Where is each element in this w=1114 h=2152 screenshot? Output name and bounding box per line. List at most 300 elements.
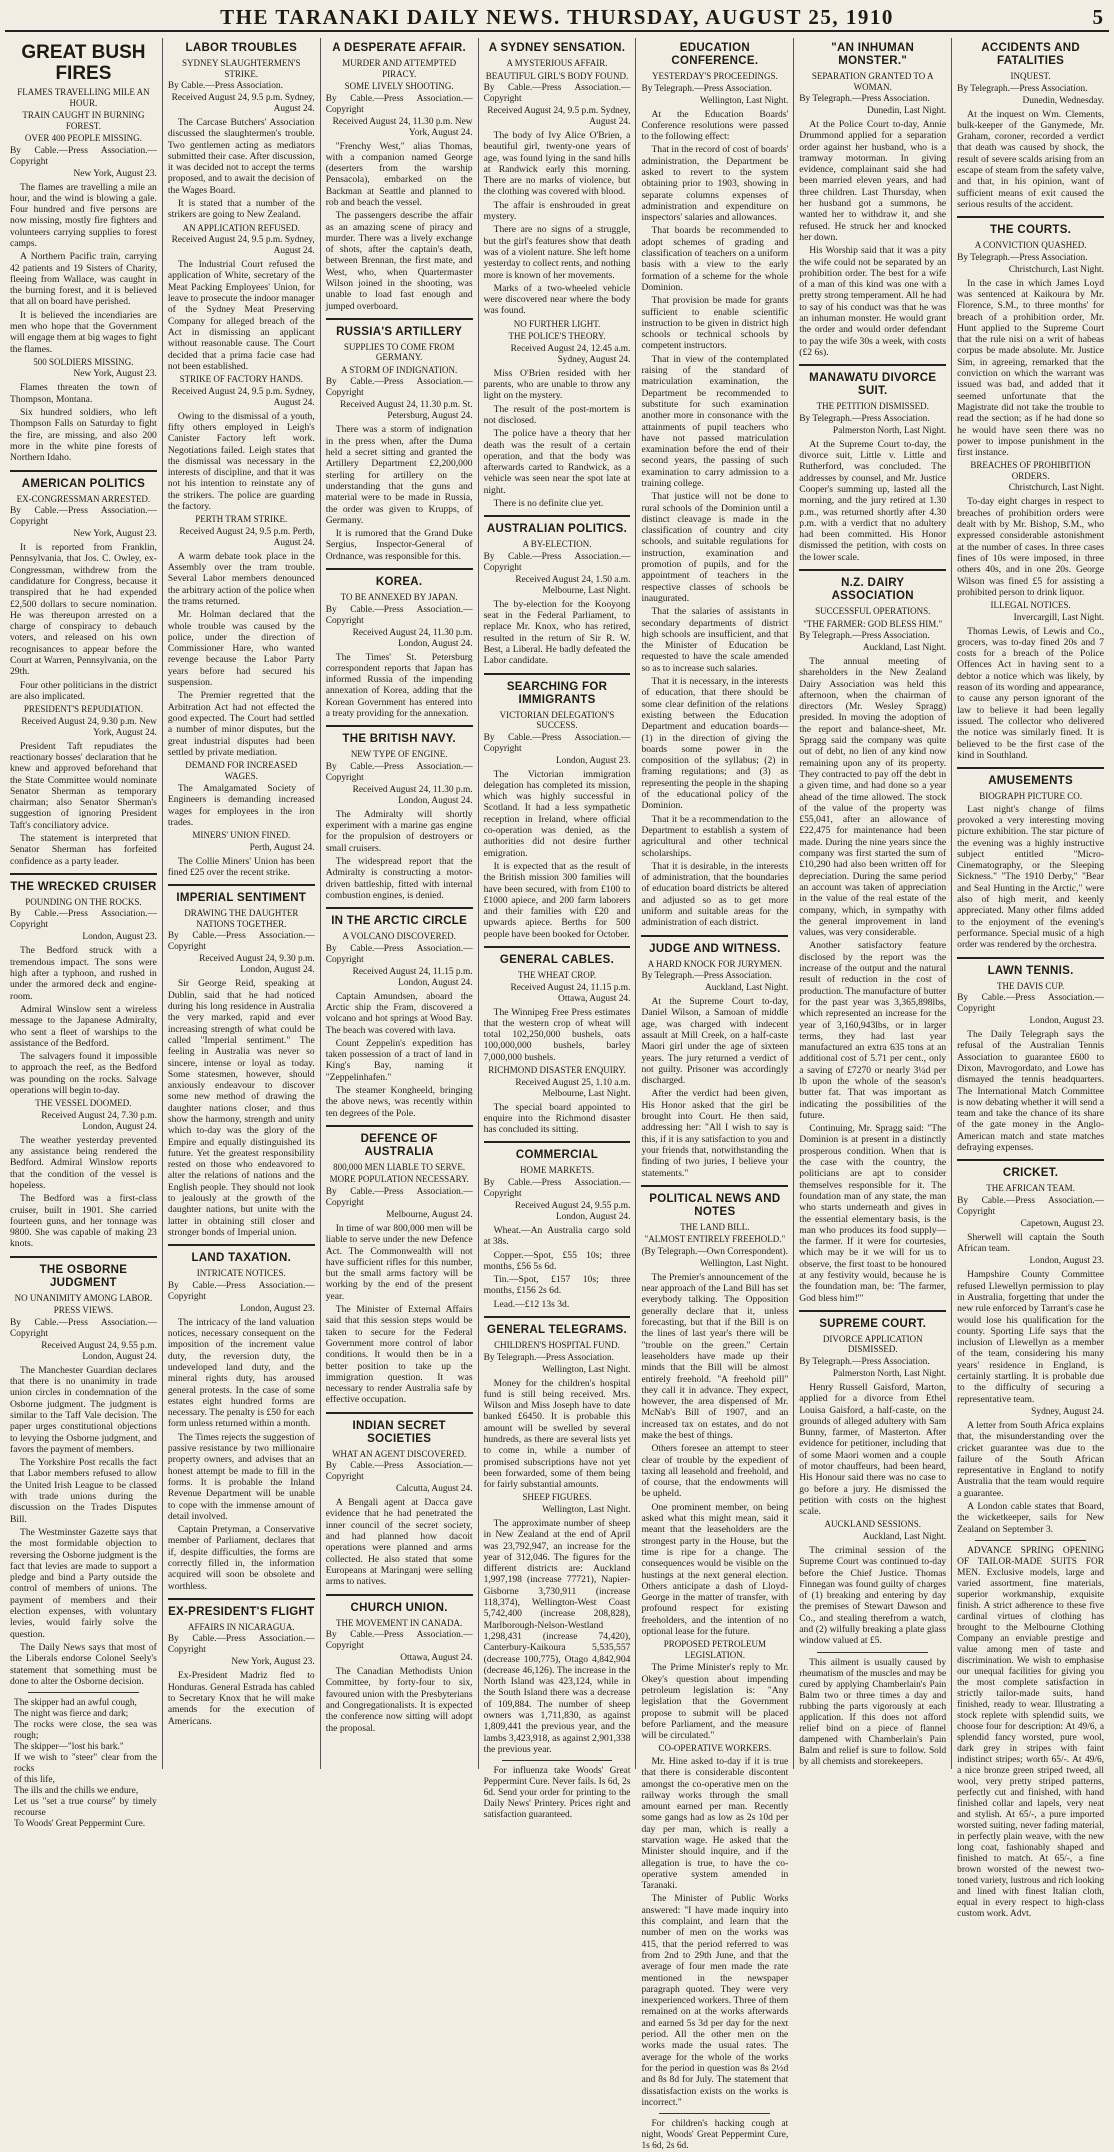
divider	[10, 1256, 157, 1258]
divider	[326, 1594, 473, 1596]
byline: By Cable.—Press Association.—Copyright	[325, 93, 473, 115]
paragraph: The Times rejects the suggestion of passive resistance by two millionaire property owners, and advises that an honest attempt be made to fill in the forms. It is probable the Inland Revenue Department will be unable to cope with the immense amount of detail involved.	[167, 1431, 315, 1522]
paragraph: Henry Russell Gaisford, Marton, applied for a divorce from Ethel Louisa Gaisford, a half-caste, on the grounds of alleged adultery with Sam Bunny, farmer, of Masterton. After evidence for petitioner, including that of some Maori women and a couple of motor chauffeurs, had been heard, His Honour said there was no case to go before a jury. He dismissed the petition with costs on the highest scale.	[799, 1381, 947, 1518]
paragraph: The Collie Miners' Union has been fined £25 over the recent strike.	[167, 855, 315, 879]
dateline: Ottawa, August 24.	[400, 1653, 473, 1664]
paragraph: It is stated that a number of the strikers are going to New Zealand.	[167, 198, 315, 221]
subhead: 800,000 MEN LIABLE TO SERVE.	[333, 1161, 466, 1172]
subhead: INQUEST.	[1010, 71, 1051, 81]
byline: By Telegraph.—Press Association.	[799, 631, 930, 641]
dateline: Received August 24, 11.15 p.m. London, August 24.	[352, 966, 473, 988]
divider	[957, 957, 1104, 959]
dateline: Palmerston North, Last Night.	[832, 425, 947, 436]
subhead: "THE FARMER: GOD BLESS HIM."	[803, 618, 943, 629]
paragraph: Last night's change of films provoked a very interesting moving picture exhibition. The star picture of the evening was a highly instructive subject entitled "Micro-Cinematography, or the Sleeping Sickness." "The 1910 Derby," "Bear and Seal Hunting in the Arctic," were also of high merit, and keenly appreciated. Many other films added to the enjoyment of the evening's performance. Special music of a high order was rendered by the orchestra.	[957, 803, 1105, 951]
divider	[326, 568, 473, 570]
dateline: Received August 24, 1.50 a.m. Melbourne, Last Night.	[515, 574, 631, 596]
subhead: SYDNEY SLAUGHTERMEN'S STRIKE.	[182, 58, 301, 79]
column-2	[163, 38, 321, 1769]
byline: By Telegraph.—Press Association.	[957, 252, 1088, 263]
headline-judge-and-witness: JUDGE AND WITNESS.	[649, 942, 781, 955]
columns	[5, 38, 1109, 2152]
dateline: Auckland, Last Night.	[704, 983, 789, 994]
paragraph: Another satisfactory feature disclosed by the report was the increase of the output and the natural result of reduction in the cost of production. The manufacture of butter for the past year was 3,365,898lbs, which represented an increase for the year of 3,160,943lbs, or in larger terms, they had last year manufactured an extra 635 tons at an additional cost of 5.71 per cent., only a saving of £7270 or nearly 3¼d per lb upon the whole of the season's butter fat. That was important as indicating the possibilities of the future.	[799, 940, 947, 1121]
dateline: London, August 23.	[555, 755, 631, 766]
divider	[484, 673, 631, 675]
byline: By Telegraph.—Press Association.	[799, 1356, 930, 1367]
byline: By Telegraph.—Press Association.	[957, 83, 1088, 94]
subhead: BEAUTIFUL GIRL'S BODY FOUND.	[485, 70, 629, 81]
headline-commercial: COMMERCIAL	[515, 1149, 599, 1162]
headline-church-union: CHURCH UNION.	[350, 1601, 448, 1614]
byline: By Cable.—Press Association.—Copyright	[167, 1634, 315, 1656]
headline-searching-for-immigrants: SEARCHING FOR IMMIGRANTS	[506, 680, 608, 706]
verse-line: If we wish to "steer" clear from the rocks	[14, 1753, 157, 1775]
dateline: Received August 24, 9.55 p.m. London, August 24.	[41, 1340, 157, 1362]
byline: By Cable.—Press Association.—Copyright	[167, 1280, 315, 1302]
byline: By Cable.—Press Association.—Copyright	[483, 732, 631, 754]
paragraph: It is believed the incendiaries are men who hope that the Government will engage them at big wages to fight the flames.	[10, 309, 157, 355]
divider	[326, 725, 473, 727]
paragraph: It is rumored that the Grand Duke Sergius, Inspector-General of Ordnance, was responsible for this.	[325, 528, 473, 562]
paragraph: A Bengali agent at Dacca gave evidence that he had penetrated the inner council of the secret society, and had planned how dacoit operations were planned and arms collected. He also stated that some Europeans at Maringanj were selling arms to natives.	[325, 1497, 473, 1588]
divider	[326, 907, 473, 909]
dateline: New York, August 23.	[73, 529, 157, 540]
paragraph: The Amalgamated Society of Engineers is demanding increased wages for employees in the iron trades.	[167, 783, 315, 829]
byline: By Cable.—Press Association.—Copyright	[10, 145, 157, 167]
paragraph: The statement is interpreted that Senator Sherman has forfeited confidence as a party leader.	[10, 833, 157, 867]
headline-russias-artillery: RUSSIA'S ARTILLERY	[336, 325, 463, 338]
subhead: CO-OPERATIVE WORKERS.	[658, 1743, 772, 1754]
paragraph: The Yorkshire Post recalls the fact that Labor members refused to allow the United Irish League to be classed with trade unions during the discussion on the Trades Disputes Bill.	[10, 1457, 157, 1525]
paragraph: Sherwell will captain the South African team.	[957, 1231, 1105, 1255]
headline-imperial-sentiment: IMPERIAL SENTIMENT	[176, 892, 307, 905]
subhead: NEW TYPE OF ENGINE.	[350, 749, 448, 760]
paragraph: The result of the post-mortem is not disclosed.	[483, 403, 631, 426]
subhead: "ALMOST ENTIRELY FREEHOLD."	[644, 1234, 786, 1245]
byline: By Cable.—Press Association.—Copyright	[325, 377, 473, 399]
paragraph: The Minister of External Affairs said that this session steps would be taken to secure for the Federal Government more control of labor conditions. It would then be in a better position to take up the immigration question. It was necessary to render Australia safe by effective occupation.	[325, 1304, 473, 1406]
headline-desperate-affair: A DESPERATE AFFAIR.	[332, 42, 466, 54]
paragraph: The affair is enshrouded in great mystery.	[483, 199, 631, 223]
paragraph: Six hundred soldiers, who left Thompson Falls on Saturday to fight the fire, are missing, and also 200 more in the white pine forests of Northern Idaho.	[10, 407, 157, 464]
subhead: BIOGRAPH PICTURE CO.	[979, 791, 1082, 802]
byline: By Cable.—Press Association.—Copyright	[10, 506, 157, 528]
paragraph: The Westminster Gazette says that the most formidable objection to reversing the Osborne judgment is the fact that levies are made to support a pledge and bind a Party outside the control of members of unions. The payment of members and their election expenses, with voluntary levies, would fairly solve the question.	[10, 1526, 157, 1640]
headline-ex-presidents-flight: EX-PRESIDENT'S FLIGHT	[168, 1605, 315, 1618]
advertisement: ADVANCE SPRING OPENING OF TAILOR-MADE SUITS FOR MEN. Exclusive models, large and varied assortment, fine materials, superior workmanship, exquisite finish. A strict adherence to these five cardinal virtues of clothing has brought to the Melbourne Clothing Company an enviable prestige and value among men of taste and discrimination. We wish to emphasise our unequal facilities for giving you the most complete satisfaction in strictly tailor-made suits, hand finished, ready to wear. Illustrating a stock replete with splendid suits, we choose four for description: At 49/6, a splendid fancy worsted, pure wool, dark grey in stripes with faint indistinct stripes; worth 65/-. At 49/6, a nice bronze green striped tweed, all wool, very pretty striped patterns, perfectly cut and finished, with hand finished collar and lapels, very neat and stylish. At 65/-, a pure imported worsted suiting, never fading material, in perfectly plain weave, with the new long coat, fashionably shaped and finished to match. At 65/-, a fine brown worsted of the newest two-toned variety, lustrous and rich looking and lined with finest Italian cloth, equal in every respect to high-class custom work. Advt.	[957, 1545, 1105, 1919]
paragraph: Captain Pretyman, a Conservative member of Parliament, declares that if, despite difficulties, the forms are correctly filled in, the information acquired will soon be obsolete and worthless.	[167, 1524, 315, 1592]
headline-indian-secret-societies: INDIAN SECRET SOCIETIES	[352, 1419, 446, 1445]
paragraph: After the verdict had been given, His Honor asked that the girl be brought into Court. He then said, addressing her: "All I wish to say is this, if it is any satisfaction to you and your friends that, notwithstanding the finding of two juries, I believe your statements."	[641, 1088, 789, 1179]
paragraph: It is expected that as the result of the British mission 300 families will have been secured, with from £100 to £1000 apiece, and 200 farm laborers and their families with £20 and upwards apiece. Berths for 500 people have been booked for October.	[483, 860, 631, 940]
divider	[326, 1125, 473, 1127]
subhead: THE POLICE'S THEORY.	[508, 331, 606, 342]
paragraph: Sir George Reid, speaking at Dublin, said that he had noticed during his long residence in Australia the very marked, rapid and ever increasing strength of what could be called "Imperial sentiment." The feeling in Australia was never so sincere, intense or loyal as today. Some statesmen, however, should anxiously endeavour to discover some new method of drawing the daughter nations closer, and thus show the harmony, strength and unity which to-day was the glory of the Empire and equally distinguished its future. Yet the greatest responsibility rested on those who endeavored to alter the relations of nations and the English people. They should not look to jealously at the growth of the daughter nations, but unite with the latter in obtaining still closer and stronger bonds of Imperial union.	[167, 978, 315, 1238]
divider	[641, 935, 788, 937]
byline: By Cable.—Press Association.—Copyright	[325, 1630, 473, 1652]
subhead: A BY-ELECTION.	[522, 539, 592, 550]
divider	[484, 1316, 631, 1318]
subhead: INTRICATE NOTICES.	[196, 1268, 286, 1279]
dateline: Wellington, Last Night.	[700, 1258, 789, 1269]
dateline: Received August 24, 9.30 p.m. New York, August 24.	[21, 716, 157, 738]
paragraph: The widespread report that the Admiralty is constructing a motor-driven battleship, fitted with internal combustion engines, is denied.	[325, 855, 473, 901]
dateline: Christchurch, Last Night.	[1008, 483, 1105, 494]
dateline: London, August 23.	[1029, 1016, 1105, 1027]
verse-line: of this life,	[14, 1775, 55, 1786]
subhead: CHILDREN'S HOSPITAL FUND.	[494, 1340, 620, 1350]
verse-line: The skipper—"lost his bark."	[14, 1742, 124, 1753]
dateline: Sydney, August 24.	[1031, 1406, 1105, 1417]
dateline: London, August 23.	[240, 1303, 315, 1314]
subhead: THE AFRICAN TEAM.	[986, 1183, 1075, 1194]
subhead: RICHMOND DISASTER ENQUIRY.	[488, 1065, 626, 1076]
paragraph: Tin.—Spot, £157 10s; three months, £156 2s 6d.	[483, 1274, 631, 1297]
paragraph: That justice will not be done to rural schools of the Dominion until a distinct cleavage is made in the classification of country and city schools, and suitable regulations for instruction, examination and promotion of pupils, and for the appointment of teachers in the respective classes of schools be inaugurated.	[641, 491, 789, 604]
paragraph: Admiral Winslow sent a wireless message to the Japanese Admiralty, who sent a fleet of warships to the assistance of the Bedford.	[10, 1003, 157, 1049]
dateline: Received August 25, 1.10 a.m. Melbourne, Last Night.	[515, 1077, 631, 1099]
headline-defence-of-australia: DEFENCE OF AUSTRALIA	[360, 1132, 438, 1158]
dateline: Wellington, Last Night.	[700, 95, 789, 106]
subhead: EX-CONGRESSMAN ARRESTED.	[16, 493, 151, 504]
headline-political-news: POLITICAL NEWS AND NOTES	[649, 1192, 781, 1218]
byline: By Telegraph.—Press Association.	[799, 413, 930, 424]
subhead: PRESS VIEWS.	[53, 1305, 114, 1316]
subhead: STRIKE OF FACTORY HANDS.	[179, 374, 303, 385]
paragraph: The Admiralty will shortly experiment with a marine gas engine for the propulsion of destroyers or small cruisers.	[325, 808, 473, 854]
paragraph: Miss O'Brien resided with her parents, who are unable to throw any light on the mystery.	[483, 367, 631, 402]
column-3	[321, 38, 479, 1769]
subhead: SOME LIVELY SHOOTING.	[344, 81, 454, 91]
headline-british-navy: THE BRITISH NAVY.	[342, 733, 456, 746]
subhead: A HARD KNOCK FOR JURYMEN.	[647, 958, 782, 969]
headline-accidents-and-fatalities: ACCIDENTS AND FATALITIES	[981, 42, 1080, 67]
dateline: Melbourne, August 24.	[386, 1209, 473, 1220]
subhead: FLAMES TRAVELLING MILE AN HOUR.	[17, 87, 150, 108]
dateline: Received August 24, 9.5 p.m. Sydney, August 24.	[171, 386, 315, 408]
byline: By Cable.—Press Association.—Copyright	[10, 909, 157, 931]
subhead: THE VESSEL DOOMED.	[35, 1098, 132, 1109]
byline: By Cable.—Press Association.—Copyright	[483, 83, 631, 104]
divider	[957, 767, 1104, 769]
paragraph: The Times' St. Petersburg correspondent reports that Japan has informed Russia of the impending annexation of Korea, adding that the Korean Government has entered into a treaty providing for the annexation.	[325, 651, 473, 719]
paragraph: Marks of a two-wheeled vehicle were discovered near where the body was found.	[483, 282, 631, 317]
subhead: A CONVICTION QUASHED.	[974, 240, 1087, 251]
subhead: PROPOSED PETROLEUM LEGISLATION.	[663, 1639, 766, 1660]
paragraph: The Daily News says that most of the Liberals endorse Colonel Seely's statement that something must be done to alter the Osborne decision.	[10, 1641, 157, 1687]
dateline: Received August 24, 11.15 p.m. Ottawa, August 24.	[510, 982, 631, 1004]
subhead: OVER 400 PEOPLE MISSING.	[24, 133, 142, 143]
page-number: 5	[1092, 4, 1103, 29]
paragraph: Thomas Lewis, of Lewis and Co., grocers, was to-day fined 20s and 7 costs for a breach of the Police Offences Act in having sent to a debtor a notice which was likely, by reason of its wording and appearance, to cause any person ignorant of the law to believe it had been legally issued. The collector who delivered the notice was similarly fined. It is believed to be the first case of the kind in Southland.	[957, 625, 1105, 761]
divider	[10, 873, 157, 875]
subhead: PRESIDENT'S REPUDIATION.	[23, 704, 143, 715]
dateline: Received August 24, 9.5 p.m. Sydney, August 24.	[487, 106, 631, 127]
byline: By Cable.—Press Association.—Copyright	[483, 551, 631, 573]
paragraph: The approximate number of sheep in New Zealand at the end of April was 23,792,947, an increase for the year of 312,046. The figures for the different districts are: Auckland 1,997,198 (increase 77721), Napier-Gisborne 3,730,911 (increase 118,374), Wellington-West Coast 5,742,400 (increase 208,828), Marlborough-Nelson-Westland 1,298,431 (increase 74,420), Canterbury-Kaikoura 5,535,557 (decrease 100,775), Otago 4,842,904 (decrease 46,126). The increase in the North Island was 423,124, while in the South Island there was a decrease of 109,884. The number of sheep owners was 1,711,830, as against 1,809,441 the previous year, and the lambs 3,423,918, as against 2,901,338 the previous year.	[483, 1517, 631, 1755]
divider	[168, 1244, 315, 1246]
paragraph: That it be a recommendation to the Department to establish a system of agricultural and other technical scholarships.	[641, 813, 789, 859]
advertisement: For influenza take Woods' Great Peppermint Cure. Never fails. Is 6d, 2s 6d. Send your order for printing to the Daily News' Printery. Prices right and satisfaction guaranteed.	[483, 1766, 631, 1821]
dateline: Wellington, Last Night.	[542, 1504, 631, 1515]
byline: By Cable.—Press Association.—Copyright	[325, 761, 473, 783]
subhead: TO BE ANNEXED BY JAPAN.	[340, 592, 458, 603]
headline-labor-troubles: LABOR TROUBLES	[185, 42, 298, 54]
advert-verse	[10, 1698, 157, 1830]
headline-the-courts: THE COURTS.	[989, 224, 1072, 237]
divider	[326, 318, 473, 320]
paragraph: The police have a theory that her death was the result of a certain operation, and that the body was afterwards carted to Randwick, as a vehicle was seen near the spot late at night.	[483, 428, 631, 496]
headline-amusements: AMUSEMENTS	[988, 775, 1073, 788]
paragraph: Money for the children's hospital fund is still being received. Mrs. Wilson and Miss Joseph have to date banked £6450. It is probable this amount will be swelled by several hundreds, as there are several lists yet to come in, while a number of promised subscriptions have not yet been forwarded, some of them being for fairly substantial amounts.	[483, 1377, 631, 1491]
divider	[168, 884, 315, 886]
paragraph: That boards be recommended to adopt schemes of grading and classification of teachers on a uniform basis with a view to the early formation of a scheme for the whole Dominion.	[641, 225, 789, 293]
divider	[502, 1760, 613, 1761]
dateline: Received August 24, 9.5 p.m. Sydney, August 24.	[171, 235, 315, 257]
paragraph: The Bedford was a first-class cruiser, built in 1901. She carried fourteen guns, and her tonnage was 9800. She was capable of making 23 knots.	[10, 1193, 157, 1250]
paragraph: The Daily Telegraph says the refusal of the Australian Tennis Association to guarantee £600 to Dixon, Mavrogordato, and Lowe has dismayed the tennis headquarters. The International Match Committee is now debating whether it will send a team and take the chance of its share of the gate money in the Anglo-American match and state matches defraying expenses.	[957, 1029, 1105, 1153]
column-4	[479, 38, 637, 1821]
byline: By Cable.—Press Association.—Copyright	[167, 931, 315, 953]
divider	[484, 946, 631, 948]
paragraph: Copper.—Spot, £55 10s; three months, £56 5s 6d.	[483, 1249, 631, 1272]
byline: By Telegraph.—Press Association.	[641, 971, 772, 982]
paragraph: President Taft repudiates the reactionary bosses' declaration that he knew and approved beforehand that the State Committee would nominate Senator Sherman as temporary chairman; also Senator Sherman's suggestion of ignoring President Taft's conciliatory advice.	[10, 740, 157, 831]
paragraph: At the Police Court to-day, Annie Drummond applied for a separation order against her husband, who is a tramway motorman. In giving evidence, complainant said she had been married eleven years, and had three children. Last Thursday, when her husband got a summons, he wanted her to withdraw it, and she refused. He struck her and knocked her down.	[799, 119, 947, 243]
dateline: Received August 24, 9.55 p.m. London, August 24.	[514, 1200, 631, 1222]
headline-wrecked-cruiser: THE WRECKED CRUISER	[10, 880, 157, 893]
dateline: Dunedin, Last Night.	[866, 106, 947, 116]
subhead: SUPPLIES TO COME FROM GERMANY.	[343, 341, 455, 363]
subhead: AFFAIRS IN NICARAGUA.	[187, 1621, 295, 1632]
divider	[641, 1185, 788, 1187]
paragraph: The Premier regretted that the Arbitration Act had not effected the good expected. The Court had settled a number of minor disputes, but the great industrial disputes had been settled by private mediation.	[167, 690, 315, 758]
headline-manawatu-divorce: MANAWATU DIVORCE SUIT.	[809, 372, 937, 398]
subhead: VICTORIAN DELEGATION'S SUCCESS.	[499, 709, 615, 731]
verse-line: The night was fierce and dark;	[14, 1709, 129, 1720]
headline-arctic-circle: IN THE ARCTIC CIRCLE	[331, 915, 468, 928]
subhead: THE LAND BILL.	[680, 1221, 750, 1232]
byline: By Cable.—Press Association.—Copyright	[483, 1177, 631, 1199]
column-5	[636, 38, 794, 2152]
headline-sydney-sensation: A SYDNEY SENSATION.	[488, 42, 626, 54]
dateline: Received August 24, 9.5 p.m. Sydney, August 24.	[171, 93, 315, 114]
paragraph: To-day eight charges in respect to breaches of prohibition orders were dealt with by Mr. Bishop, S.M., who expressed considerable astonishment at the number of cases. In three cases fines of 10s were imposed, in three others 40s, and in one 20s. George Wilson was fined £5 for assisting a prohibited person to drink liquor.	[957, 496, 1105, 598]
dateline: Received August 24, 11.30 p.m. London, August 24.	[352, 784, 473, 806]
paragraph: There is no definite clue yet.	[493, 498, 604, 510]
divider	[799, 1310, 946, 1312]
subhead: DIVORCE APPLICATION DISMISSED.	[822, 1333, 923, 1355]
paragraph: Continuing, Mr. Spragg said: "The Dominion is at present in a distinctly prosperous condition. When that is the case with the country, the politicians are apt to consider themselves responsible for it. The foundation man of any state, the man who starts underneath and gives in the essential elementary basis, is the man who produces its food supply—the farmer. If it were for courtesies, which may be it we will for us to observe, the first toast to be honoured at any festivity would, because he is the foundation man, be: 'The farmer, God bless him!'"	[799, 1123, 947, 1304]
dateline: Capetown, August 23.	[1020, 1218, 1105, 1229]
dateline: Perth, August 24.	[249, 842, 315, 853]
divider	[957, 1159, 1104, 1161]
paragraph: The annual meeting of shareholders in the New Zealand Dairy Association was held this afternoon, when the chairman of directors (Mr. Wesley Spragg) presided. In moving the adoption of the report and balance-sheet, Mr. Spragg said the company was quite out of debt, no lien of any kind now remaining upon any of its property. They contracted to pay off the debt in a given time, and had done so a year ahead of the time allowed. The stock of the value of the property was £55,041, after an allowance of £22,475 for maintenance had been made. During the nine years since the company was first started the sum of £10,290 had also been written off for depreciation. During the same period an account was taken of appreciation in the value of the real estate of the company, which, in sympathy with the general improvement in land values, was very considerable.	[799, 656, 947, 939]
subhead: MINERS' UNION FINED.	[192, 830, 291, 841]
paragraph: In time of war 800,000 men will be liable to serve under the new Defence Act. The Commonwealth will not have sufficient rifles for this number, but the small arms factory will be working by the end of the present year.	[325, 1222, 473, 1302]
masthead	[5, 4, 1109, 32]
dateline: Calcutta, August 24.	[396, 1484, 473, 1495]
headline-cricket: CRICKET.	[1002, 1167, 1059, 1180]
verse-line: The ills and the chills we endure,	[14, 1786, 139, 1797]
headline-lawn-tennis: LAWN TENNIS.	[987, 964, 1074, 977]
paragraph: Hampshire County Committee refused Llewellyn permission to play in Australia, forgetting that under the new rule enforced by Tarrant's case he would lose his qualification for the county. Sporting Life says that the inclusion of Llewellyn as a member of the team, considering his many years' residence in England, is certainly startling. It is probable due to the difficulty of securing a representative team.	[957, 1269, 1105, 1405]
paragraph: At the inquest on Wm. Clements, bulk-keeper of the Ganymede, Mr. Graham, coroner, recorded a verdict that death was caused by shock, the result of severe scalds arising from an escape of steam from the safety valve, and that, in his opinion, want of sufficient means of exit caused the serious results of the accident.	[957, 108, 1105, 210]
paragraph: Mr. Holman declared that the whole trouble was caused by the police, under the direction of Commissioner Hare, who wanted revenge because the Labor Party years before had secured his suspension.	[167, 609, 315, 689]
divider	[659, 2113, 770, 2114]
newspaper-page	[5, 4, 1109, 2152]
divider	[484, 515, 631, 517]
dateline: New York, August 23.	[73, 168, 157, 179]
divider	[168, 1598, 315, 1600]
headline-australian-politics: AUSTRALIAN POLITICS.	[486, 523, 628, 536]
headline-korea: KOREA.	[375, 576, 423, 589]
subhead: POUNDING ON THE ROCKS.	[25, 896, 142, 907]
paragraph: Ex-President Madriz fled to Honduras. General Estrada has cabled to Secretary Knox that he will make amends for the execution of Americans.	[167, 1670, 315, 1727]
subhead: NO FURTHER LIGHT.	[513, 318, 601, 329]
subhead: SHEEP FIGURES.	[522, 1492, 592, 1503]
divider	[957, 216, 1104, 218]
paragraph: At the Supreme Court to-day, Daniel Wilson, a Samoan of middle age, was charged with indecent assault at Mill Creek, on a half-caste Maori girl under the age of sixteen years. The jury returned a verdict of not guilty. Prisoner was accordingly discharged.	[641, 996, 789, 1087]
subhead: MURDER AND ATTEMPTED PIRACY.	[342, 58, 457, 79]
advertisement: For children's hacking cough at night, Woods' Great Peppermint Cure, 1s 6d, 2s 6d.	[641, 2119, 789, 2152]
paragraph: That provision be made for grants sufficient to enable scientific instruction to be given in district high schools or technical schools by competent instructors.	[641, 295, 789, 352]
paragraph: The passengers describe the affair as an amazing scene of piracy and murder. There was a lively exchange of shots, after the captain's death, between Brennan, the first mate, and West, who, when Quartermaster Wilson joined in the shooting, was unable to load fast enough and jumped overboard.	[325, 210, 473, 312]
byline: By Telegraph.—Press Association.	[641, 83, 772, 94]
paragraph: The criminal session of the Supreme Court was continued to-day before the Chief Justice. Thomas Finnegan was found guilty of charges of (1) breaking and entering by day the premises of Stewart Dawson and Co., and stealing therefrom a watch, and (2) wilfully breaking a plate glass window valued at £5.	[799, 1544, 947, 1647]
dateline: Dunedin, Wednesday.	[1022, 95, 1105, 106]
headline-general-telegrams: GENERAL TELEGRAMS.	[487, 1324, 628, 1336]
paragraph: The Industrial Court refused the application of White, secretary of the Meat Packing Employees' Union, for leave to prosecute the indoor manager of the Sydney Meat Preserving Company for alleged breach of the Act in dismissing an applicant without reasonable cause. The Court decided that a prima facie case had not been established.	[167, 259, 315, 372]
subhead: THE WHEAT CROP.	[518, 970, 596, 981]
paragraph: That in view of the contemplated raising of the standard of matriculation examination, the Department be recommended to substitute for such examination another more in consonance with the attainments of pupil teachers who have not passed matriculation examination before the end of their second years, the passing of such examination to carry admission to a training college.	[641, 353, 789, 489]
dateline: Auckland, Last Night.	[862, 1531, 947, 1542]
subhead: WHAT AN AGENT DISCOVERED.	[332, 1448, 467, 1459]
subhead: THE DAVIS CUP.	[997, 980, 1065, 991]
subhead: BREACHES OF PROHIBITION ORDERS.	[970, 460, 1091, 481]
subhead: MORE POPULATION NECESSARY.	[329, 1174, 469, 1185]
subhead: SEPARATION GRANTED TO A WOMAN.	[811, 71, 934, 92]
paragraph: The Manchester Guardian declares that there is no unanimity in trade union circles in condemnation of the Osborne judgment. The judgment is similar to the Taff Vale decision. The paper urges constitutional objections to levying the Osborne judgment, and favors the payment of members.	[10, 1364, 157, 1455]
subhead: THE MOVEMENT IN CANADA.	[335, 1617, 463, 1628]
paragraph: The flames are travelling a mile an hour, and the wind is blowing a gale. Four hundred and five persons are now missing, mostly fire fighters and volunteers carrying supplies to forest camps.	[10, 181, 157, 249]
subhead: A VOLCANO DISCOVERED.	[342, 931, 456, 942]
dateline: London, August 23.	[82, 932, 157, 943]
divider	[326, 1412, 473, 1414]
paragraph: Mr. Hine asked to-day if it is true that there is considerable discontent amongst the co-operative men on the railway works through the small amount earned per man. Recently some gangs had as low as 2s 10d per day per man, which is really a starvation wage. He asked that the Minister should inquire, and if the allegation is true, to have the co-operative system amended in Taranaki.	[641, 1755, 789, 1892]
subhead: PERTH TRAM STRIKE.	[195, 514, 288, 525]
subhead: A MYSTERIOUS AFFAIR.	[506, 58, 608, 68]
paragraph: That it is necessary, in the interests of education, that there should be some clear definition of the relations existing between the Education Department and education boards—(1) in the direction of giving the boards some power in the composition of the syllabus; (2) in framing regulations; and (3) as representing the people in the shaping of the educational policy of the Dominion.	[641, 676, 789, 812]
subhead: SUCCESSFUL OPERATIONS.	[815, 606, 931, 616]
subhead: A STORM OF INDIGNATION.	[340, 364, 458, 375]
paragraph: The Winnipeg Free Press estimates that the western crop of wheat will total 102,250,000 bushels, oats 100,000,000 bushels, barley 7,000,000 bushels.	[483, 1006, 631, 1063]
byline: By Cable.—Press Association.—Copyright	[325, 943, 473, 965]
newspaper-title: THE TARANAKI DAILY NEWS. THURSDAY, AUGUST 25, 1910	[220, 4, 894, 29]
paragraph: Others foresee an attempt to steer clear of trouble by the expedient of taxing all leasehold and freehold, and of course, that the endowments will be upheld.	[641, 1443, 789, 1500]
subhead: TRAIN CAUGHT IN BURNING FOREST.	[22, 110, 145, 131]
paragraph: Owing to the dismissal of a youth, fifty others employed in Leigh's Canister Factory left work. Negotiations failed. Leigh states that the dismissal was necessary in the interests of discipline, and that it was not his intention to reinstate any of the strikers. The police are guarding the factory.	[167, 410, 315, 513]
byline: By Cable.—Press Association.—Copyright	[325, 1186, 473, 1208]
paragraph: One prominent member, on being asked what this might mean, said it meant that the leaseholders are the strongest party in the House, but the time is ripe for a change. The consequences would be visible on the hustings at the next general election. Others anticipate a dash of Lloyd-George in the matter of transfer, with profound respect for existing freeholders, and the intention of no optional lease for the future.	[641, 1501, 789, 1638]
paragraph: The weather yesterday prevented any assistance being rendered the Bedford. Admiral Winslow reports that the condition of the vessel is hopeless.	[10, 1134, 157, 1191]
paragraph: The salvagers found it impossible to approach the reef, as the Bedford was pounding on the rocks. Salvage operations will begin to-day.	[10, 1051, 157, 1097]
advertisement: This ailment is usually caused by rheumatism of the muscles and may be cured by applying Chamberlain's Pain Balm two or three times a day and rubbing the parts vigorously at each application. If this does not afford relief bind on a piece of flannel dampened with Chamberlain's Pain Balm and relief is sure to follow. Sold by all chemists and storekeepers.	[799, 1657, 947, 1767]
column-6	[794, 38, 952, 1769]
dateline: Received August 24, 11.30 p.m. St. Petersburg, August 24.	[340, 400, 473, 422]
paragraph: Wheat.—An Australia cargo sold at 38s.	[483, 1224, 631, 1248]
verse-line: Let us "set a true course" by timely recourse	[14, 1797, 157, 1819]
dateline: Received August 24, 9.30 p.m. London, August 24.	[199, 954, 315, 976]
subhead: 500 SOLDIERS MISSING.	[33, 356, 134, 367]
dateline: Palmerston North, Last Night.	[832, 1368, 947, 1379]
dateline: Christchurch, Last Night.	[1008, 264, 1105, 275]
paragraph: It is reported from Franklin, Pennsylvania, that Jos. C. Owley, ex-Congressman, withdrew from the candidature for Congress, because it transpired that he had expended £2,500 dollars to secure nomination. He was thereupon arrested on a charge of conspiracy to debauch voters, and released on his own recognisances to appear before the Court at Warren, Pennsylvania, on the 29th.	[10, 542, 157, 678]
subhead: YESTERDAY'S PROCEEDINGS.	[651, 71, 778, 81]
subhead: THE PETITION DISMISSED.	[816, 401, 929, 412]
paragraph: The steamer Kongheeld, bringing the above news, was recently within ten degrees of the Pole.	[325, 1085, 473, 1119]
headline-education-conference: EDUCATION CONFERENCE.	[671, 42, 759, 67]
paragraph: At the Education Boards' Conference resolutions were passed to the following effect:	[641, 108, 789, 143]
dateline: Received August 24, 7.30 p.m. London, August 24.	[41, 1110, 157, 1132]
dateline: New York, August 23.	[231, 1657, 315, 1668]
subhead: AUCKLAND SESSIONS.	[824, 1519, 921, 1530]
verse-line: The rocks were close, the sea was rough;	[14, 1720, 157, 1742]
paragraph: The Premier's announcement of the near approach of the Land Bill has set everybody talking. The Opposition generally declare that it, unless forecasting, but that if the Bill is on the lines of last year's there will be "trouble on the green." Certain leaseholders have made up their minds that the Bill will be almost entirely freehold. "A freehold pill" they call it in advance. They expect, however, the area dispensed of Mr. McNab's Bill of 1907, and an increased tax on estates, and do not make the best of things.	[641, 1271, 789, 1441]
verse-line: To Woods' Great Peppermint Cure.	[14, 1819, 146, 1830]
byline: By Telegraph.—Press Association.	[799, 94, 930, 104]
paragraph: Four other politicians in the district are also implicated.	[10, 679, 157, 702]
paragraph: The Minister of Public Works answered: "I have made inquiry into this complaint, and learn that the number of men on the works was 415, that the period referred to was from 2nd to 29th June, and that the average of four men made the rate mentioned in the newspaper paragraph quoted. They were very inexperienced workers. Three of them remained on at the works afterwards and earned 5s 3d per day for the next period. All the other men on the works made the usual rates. The average for the whole of the works for the period in question was 8s 2½d and 8s 8d for July. The statement that dissatisfaction exists on the works is incorrect."	[641, 1893, 789, 2108]
paragraph: The Victorian immigration delegation has completed its mission, which was highly successful in Scotland. It had a less sympathetic reception in Ireland, where official co-operation was denied, as the authorities did not desire further emigration.	[483, 768, 631, 859]
headline-inhuman-monster: "AN INHUMAN MONSTER."	[831, 42, 915, 67]
headline-nz-dairy-association: N.Z. DAIRY ASSOCIATION	[831, 577, 914, 602]
paragraph: Flames threaten the town of Thompson, Montana.	[10, 382, 157, 405]
headline-great-bush-fires: GREAT BUSH FIRES	[21, 42, 146, 84]
paragraph: A Northern Pacific train, carrying 42 patients and 19 Sisters of Charity, fleeing from Wallace, was caught in the burning forest, and it is believed that all on board have perished.	[10, 251, 157, 308]
paragraph: That in the record of cost of boards' administration, the Department be asked to revert to the system obtaining prior to 1903, showing in separate columns expenses of administration and expenditure on inspectors' salaries and allowances.	[641, 144, 789, 224]
headline-land-taxation: LAND TAXATION.	[191, 1252, 292, 1265]
paragraph: His Worship said that it was a pity the wife could not be separated by an prohibition order. The best for a wife of a man of this kind was one with a pretty strong temperament. All he had to say of his conduct was that he was an inhuman monster. He would grant the order and would order defendant to pay the wife 30s a week, with costs (£2 6s).	[799, 245, 947, 358]
paragraph: A warm debate took place in the Assembly over the tram trouble. Several Labor members denounced the arbitrary action of the police when the trams returned.	[167, 550, 315, 607]
paragraph: The special board appointed to enquire into the Richmond disaster has concluded its sitting.	[483, 1101, 631, 1136]
paragraph: Captain Amundsen, aboard the Arctic ship the Fram, discovered a volcano and hot springs at Wood Bay. The beach was covered with lava.	[325, 990, 473, 1036]
verse-line: The skipper had an awful cough,	[14, 1698, 137, 1709]
subhead: DEMAND FOR INCREASED WAGES.	[185, 760, 298, 781]
headline-osborne-judgment: THE OSBORNE JUDGMENT	[39, 1263, 128, 1289]
column-1	[5, 38, 163, 1830]
column-7	[952, 38, 1109, 1919]
paragraph: The by-election for the Kooyong seat in the Federal Parliament, to replace Mr. Knox, who has retired, resulted in the return of Sir R. W. Best, a Liberal. He badly defeated the Labor candidate.	[483, 598, 631, 667]
divider	[484, 1141, 631, 1143]
paragraph: The Carcase Butchers' Association discussed the slaughtermen's trouble. Two gentlemen acting as mediators submitted their case. After discussion, it was decided not to accept the terms proposed, and to await the decision of the Wages Board.	[167, 117, 315, 196]
subhead: AN APPLICATION REFUSED.	[182, 222, 300, 233]
paragraph: Count Zeppelin's expedition has taken possession of a tract of land in King's Bay, naming it "Zeppelinhafen."	[325, 1037, 473, 1083]
dateline: Received August 24, 11.30 p.m. London, August 24.	[352, 627, 473, 649]
subhead: DRAWING THE DAUGHTER NATIONS TOGETHER.	[184, 908, 299, 929]
byline: By Cable.—Press Association.—Copyright	[957, 993, 1105, 1015]
byline: By Cable.—Press Association.—Copyright	[325, 604, 473, 626]
paragraph: That it is desirable, in the interests of administration, that the boundaries of education board districts be altered and adjusted so as to get more uniform and suitable areas for the administration of each district.	[641, 860, 789, 929]
paragraph: At the Supreme Court to-day, the divorce suit, Little v. Little and Rutherford, was concluded. The addresses by counsel, and Mr. Justice Cooper's summing up, lasted all the morning, and the jury retired at 1.30 p.m., was returned shortly after 4.30 p.m. with a verdict that no adultery had been committed. His Honor dismissed the petition, with costs on the lower scale.	[799, 438, 947, 563]
divider	[799, 569, 946, 571]
paragraph: There are no signs of a struggle, but the girl's features show that death was of a violent nature. She left home yesterday to collect rents, and nothing more is known of her movements.	[483, 224, 631, 281]
divider	[799, 364, 946, 366]
dateline: New York, August 23.	[73, 369, 157, 380]
divider	[817, 1652, 928, 1653]
headline-american-politics: AMERICAN POLITICS	[21, 477, 146, 490]
